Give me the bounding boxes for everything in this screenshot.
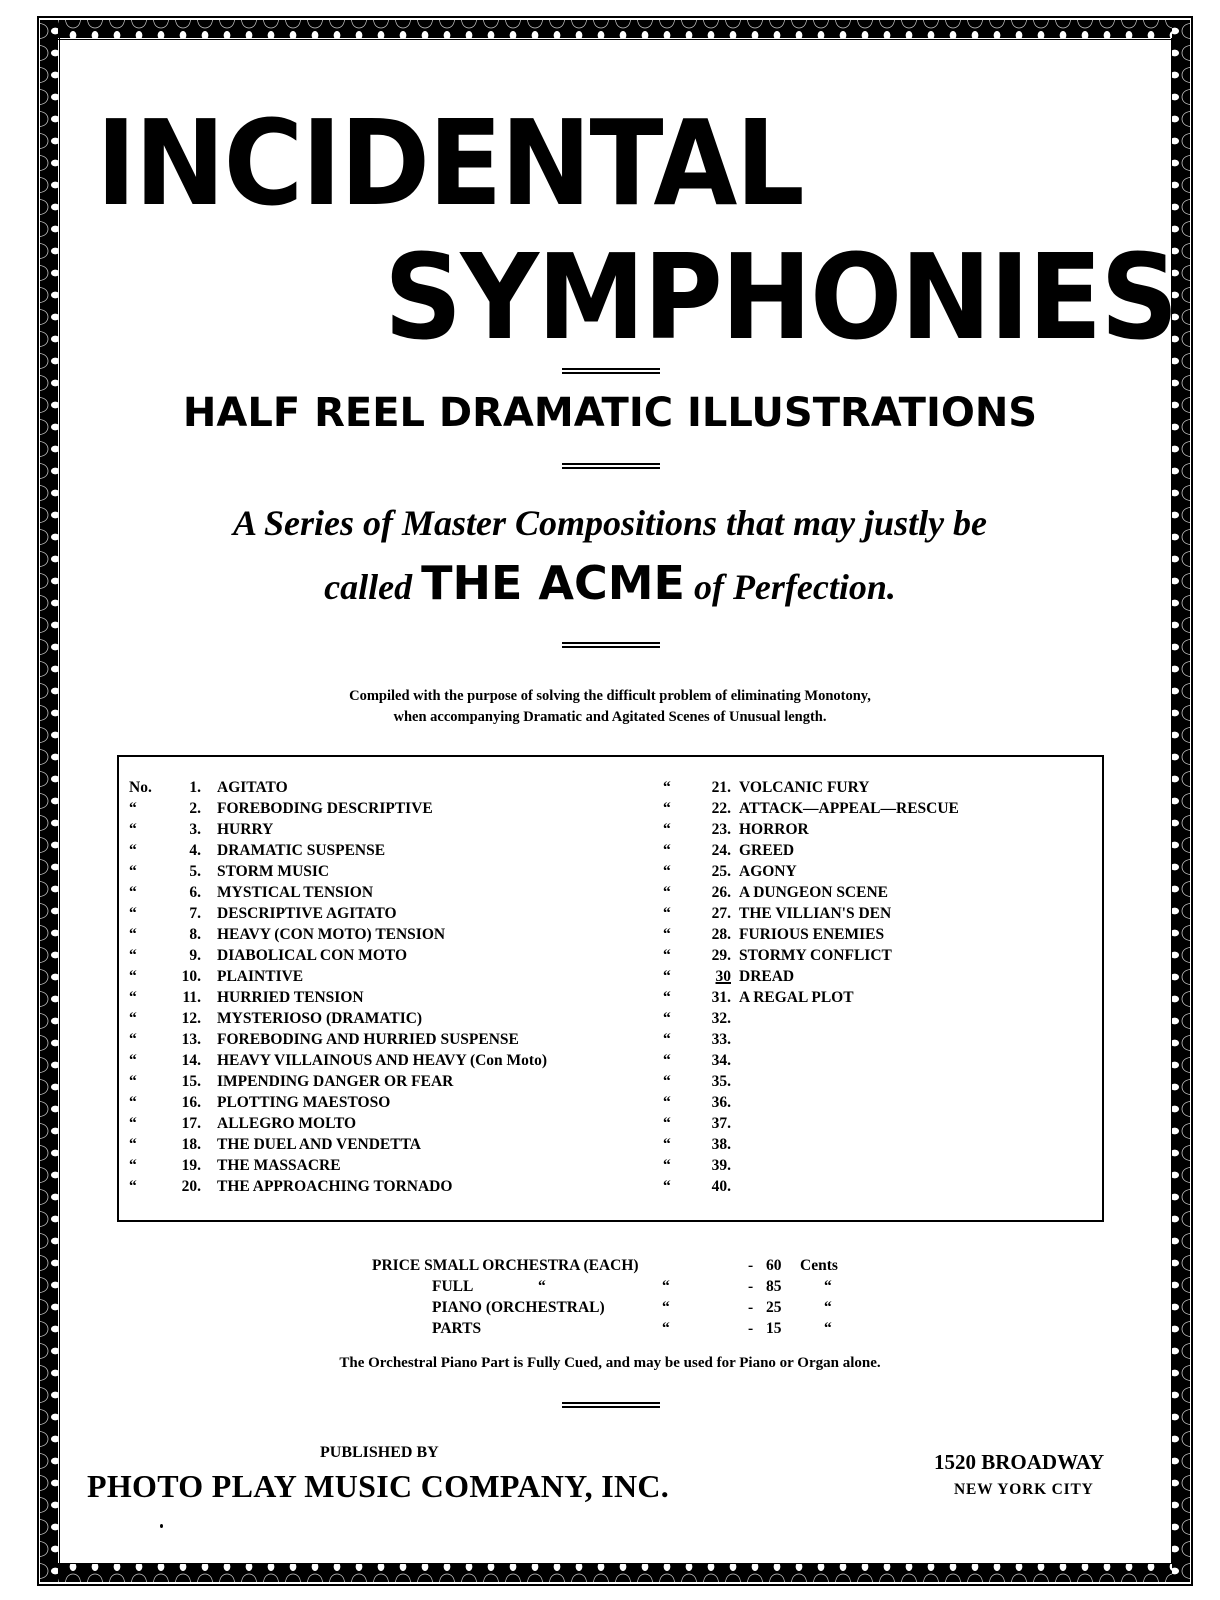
price-label: PIANO (ORCHESTRAL): [432, 1299, 605, 1316]
ditto-mark: “: [663, 926, 671, 943]
entry-number: 33.: [711, 1031, 731, 1048]
ditto-mark: “: [129, 1010, 137, 1027]
double-rule-separator: [562, 1402, 660, 1408]
ditto-mark: “: [129, 968, 137, 985]
ditto-mark: “: [663, 1115, 671, 1132]
entry-title: HEAVY (CON MOTO) TENSION: [217, 926, 446, 943]
entry-title: FOREBODING AND HURRIED SUSPENSE: [217, 1031, 519, 1048]
ditto-mark: “: [129, 905, 137, 922]
entry-title: GREED: [739, 842, 795, 859]
print-speck: [160, 1524, 163, 1528]
ditto-mark: “: [129, 821, 137, 838]
price-amount: 60: [766, 1257, 782, 1274]
entry-number: 29.: [711, 947, 731, 964]
catalog-entry: [663, 882, 1093, 903]
catalog-entry: [663, 966, 1093, 987]
entry-title: HEAVY VILLAINOUS AND HEAVY (Con Moto): [217, 1052, 547, 1069]
entry-number: 6.: [189, 884, 201, 901]
entry-title: STORMY CONFLICT: [739, 947, 892, 964]
entry-title: AGITATO: [217, 779, 288, 796]
entry-number: 9.: [189, 947, 201, 964]
tagline-line-2: [0, 556, 1220, 610]
ditto-mark: “: [129, 1052, 137, 1069]
entry-title: THE APPROACHING TORNADO: [217, 1178, 453, 1195]
ditto-mark: “: [663, 1073, 671, 1090]
entry-title: ATTACK—APPEAL—RESCUE: [739, 800, 959, 817]
entry-number: 21.: [711, 779, 731, 796]
price-amount: 85: [766, 1278, 782, 1295]
catalog-entry: [663, 1029, 1093, 1050]
ditto-mark: “: [129, 863, 137, 880]
entry-number: 14.: [181, 1052, 201, 1069]
address-city: NEW YORK CITY: [954, 1481, 1094, 1498]
catalog-entry: [119, 1008, 679, 1029]
ditto-mark: “: [663, 1094, 671, 1111]
entry-number: 11.: [182, 989, 201, 1006]
entry-title: AGONY: [739, 863, 797, 880]
entry-title: DRAMATIC SUSPENSE: [217, 842, 386, 859]
entry-title: MYSTERIOSO (DRAMATIC): [217, 1010, 423, 1027]
entry-number: 31.: [711, 989, 731, 1006]
entry-title: HORROR: [739, 821, 809, 838]
price-dash: -: [748, 1278, 754, 1295]
border-inner-line-top: [58, 39, 1172, 40]
entry-number: 16.: [181, 1094, 201, 1111]
price-label: PRICE SMALL ORCHESTRA (EACH): [372, 1257, 639, 1274]
price-amount: 15: [766, 1320, 782, 1337]
catalog-entry: [663, 861, 1093, 882]
catalog-entry: [663, 1176, 1093, 1197]
catalog-entry: [119, 924, 679, 945]
ditto-mark: “: [129, 1157, 137, 1174]
catalog-entry: [119, 945, 679, 966]
ditto-mark: “: [663, 989, 671, 1006]
border-inner-line-left: [59, 38, 60, 1564]
tagline-perfection: of Perfection.: [693, 567, 896, 607]
entry-number: 28.: [711, 926, 731, 943]
ditto-mark: “: [663, 1031, 671, 1048]
entry-title: IMPENDING DANGER OR FEAR: [217, 1073, 454, 1090]
entry-title: HURRY: [217, 821, 274, 838]
ditto-mark: “: [663, 1010, 671, 1027]
catalog-entry: [119, 966, 679, 987]
ditto-mark: “: [663, 779, 671, 796]
ditto-mark: “: [663, 947, 671, 964]
entry-number: 32.: [711, 1010, 731, 1027]
ditto-mark: “: [663, 884, 671, 901]
catalog-entry: [663, 1155, 1093, 1176]
double-rule-separator: [562, 642, 660, 648]
catalog-entry: [663, 777, 1093, 798]
price-unit: Cents: [800, 1257, 838, 1274]
ditto-mark: “: [662, 1320, 670, 1337]
address-street: 1520 BROADWAY: [934, 1450, 1105, 1474]
price-unit: “: [824, 1320, 832, 1337]
entry-title: A DUNGEON SCENE: [739, 884, 888, 901]
catalog-entry: [663, 819, 1093, 840]
entry-title: THE VILLIAN'S DEN: [739, 905, 892, 922]
catalog-entry: [119, 882, 679, 903]
entry-title: THE MASSACRE: [217, 1157, 341, 1174]
description-line-2: when accompanying Dramatic and Agitated Scenes of Unusual length.: [393, 709, 827, 725]
entry-number: 17.: [181, 1115, 201, 1132]
ditto-mark: “: [129, 926, 137, 943]
ditto-mark: “: [129, 1094, 137, 1111]
title-line-1: INCIDENTAL: [96, 94, 803, 232]
catalog-entry: [119, 1176, 679, 1197]
entry-title: DESCRIPTIVE AGITATO: [217, 905, 397, 922]
ditto-mark: “: [129, 1178, 137, 1195]
entry-title: FOREBODING DESCRIPTIVE: [217, 800, 433, 817]
tagline-called: called: [324, 567, 413, 607]
price-dash: -: [748, 1299, 754, 1316]
entry-title: PLOTTING MAESTOSO: [217, 1094, 391, 1111]
description-line-1: Compiled with the purpose of solving the difficult problem of eliminating Monotony,: [349, 688, 871, 704]
catalog-entry: [119, 1113, 679, 1134]
ditto-mark: “: [663, 821, 671, 838]
ditto-mark: “: [663, 842, 671, 859]
entry-title: MYSTICAL TENSION: [217, 884, 374, 901]
ditto-mark: “: [129, 1073, 137, 1090]
pricing-note: The Orchestral Piano Part is Fully Cued, and may be used for Piano or Organ alone.: [339, 1355, 881, 1371]
entry-number: 35.: [711, 1073, 731, 1090]
ditto-mark: “: [129, 1115, 137, 1132]
catalog-entry: [119, 1071, 679, 1092]
entry-number: 1.: [189, 779, 201, 796]
price-dash: -: [748, 1257, 754, 1274]
catalog-entry: [663, 924, 1093, 945]
catalog-entry: [663, 945, 1093, 966]
entry-number: 25.: [711, 863, 731, 880]
entry-title: A REGAL PLOT: [739, 989, 854, 1006]
entry-number: 13.: [181, 1031, 201, 1048]
catalog-entry: [663, 798, 1093, 819]
entry-title: PLAINTIVE: [217, 968, 304, 985]
ditto-mark: “: [663, 1136, 671, 1153]
ditto-mark: “: [129, 800, 137, 817]
tagline-line-1: A Series of Master Compositions that may justly be: [232, 503, 988, 543]
entry-title: ALLEGRO MOLTO: [217, 1115, 357, 1132]
catalog-entry: [119, 798, 679, 819]
catalog-entry: [663, 1008, 1093, 1029]
entry-number: 24.: [711, 842, 731, 859]
entry-number: 18.: [181, 1136, 201, 1153]
catalog-entry: [119, 1134, 679, 1155]
entry-number: 26.: [711, 884, 731, 901]
entry-number: 19.: [181, 1157, 201, 1174]
ditto-mark: “: [663, 1178, 671, 1195]
border-inner-line-bottom: [58, 1563, 1172, 1564]
catalog-entry: [119, 777, 679, 798]
catalog-entry: [663, 1092, 1093, 1113]
entry-number: 40.: [711, 1178, 731, 1195]
ornamental-border-top: [40, 20, 1190, 38]
catalog-entry: [663, 987, 1093, 1008]
catalog-entry: [119, 987, 679, 1008]
entry-number: 22.: [711, 800, 731, 817]
catalog-entry: [119, 1050, 679, 1071]
catalog-entry: [663, 840, 1093, 861]
catalog-entry: [663, 903, 1093, 924]
catalog-entry: [663, 1134, 1093, 1155]
catalog-column-right: [663, 777, 1093, 1197]
ditto-mark: “: [663, 1157, 671, 1174]
catalog-entry: [119, 840, 679, 861]
price-unit: “: [824, 1299, 832, 1316]
catalog-entry: [119, 819, 679, 840]
ditto-mark: “: [662, 1278, 670, 1295]
entry-number: 37.: [711, 1115, 731, 1132]
catalog-entry: [119, 1155, 679, 1176]
catalog-column-left: [119, 777, 679, 1197]
catalog-entry: [119, 1092, 679, 1113]
ditto-mark: “: [129, 947, 137, 964]
ditto-mark: “: [663, 800, 671, 817]
entry-number: 34.: [711, 1052, 731, 1069]
entry-title: DREAD: [739, 968, 795, 985]
double-rule-separator: [562, 463, 660, 469]
entry-number: 36.: [711, 1094, 731, 1111]
ditto-mark: “: [129, 1136, 137, 1153]
entry-number: 39.: [711, 1157, 731, 1174]
entry-number: 15.: [181, 1073, 201, 1090]
subtitle: HALF REEL DRAMATIC ILLUSTRATIONS: [182, 390, 1038, 436]
catalog-entry: [663, 1113, 1093, 1134]
entry-title: HURRIED TENSION: [217, 989, 364, 1006]
ornamental-border-bottom: [40, 1564, 1190, 1582]
catalog-entry: [119, 861, 679, 882]
ditto-mark: “: [663, 968, 671, 985]
catalog-list-box: [117, 755, 1104, 1222]
entry-title: DIABOLICAL CON MOTO: [217, 947, 408, 964]
published-by-label: PUBLISHED BY: [320, 1444, 439, 1461]
ornamental-border-left: [40, 20, 58, 1582]
entry-title: FURIOUS ENEMIES: [739, 926, 885, 943]
entry-number: 38.: [711, 1136, 731, 1153]
entry-title: THE DUEL AND VENDETTA: [217, 1136, 421, 1153]
entry-number: 3.: [189, 821, 201, 838]
ditto-mark: No.: [129, 779, 152, 796]
entry-title: VOLCANIC FURY: [739, 779, 870, 796]
ditto-mark: “: [129, 884, 137, 901]
ditto-mark: “: [663, 863, 671, 880]
ditto-mark: “: [129, 1031, 137, 1048]
entry-number: 12.: [181, 1010, 201, 1027]
price-unit: “: [824, 1278, 832, 1295]
entry-number: 23.: [711, 821, 731, 838]
ditto-mark: “: [663, 905, 671, 922]
price-dash: -: [748, 1320, 754, 1337]
ditto-mark: “: [662, 1299, 670, 1316]
entry-number: 27.: [711, 905, 731, 922]
catalog-entry: [663, 1050, 1093, 1071]
entry-number: 10.: [181, 968, 201, 985]
entry-number: 4.: [189, 842, 201, 859]
catalog-entry: [663, 1071, 1093, 1092]
entry-number: 30: [715, 968, 731, 985]
price-label: PARTS: [432, 1320, 482, 1337]
catalog-entry: [119, 1029, 679, 1050]
entry-number: 2.: [189, 800, 201, 817]
catalog-entry: [119, 903, 679, 924]
ditto-mark: “: [129, 842, 137, 859]
price-amount: 25: [766, 1299, 782, 1316]
title-line-2: SYMPHONIES: [384, 228, 1177, 366]
ditto-mark: “: [538, 1278, 546, 1295]
ditto-mark: “: [129, 989, 137, 1006]
tagline-acme-emphasis: THE ACME: [421, 556, 685, 610]
publisher-name: PHOTO PLAY MUSIC COMPANY, INC.: [87, 1468, 670, 1504]
entry-number: 8.: [189, 926, 201, 943]
entry-number: 5.: [189, 863, 201, 880]
ditto-mark: “: [663, 1052, 671, 1069]
entry-number: 7.: [189, 905, 201, 922]
entry-number: 20.: [181, 1178, 201, 1195]
price-label: FULL: [432, 1278, 474, 1295]
double-rule-separator: [562, 368, 660, 374]
entry-title: STORM MUSIC: [217, 863, 330, 880]
